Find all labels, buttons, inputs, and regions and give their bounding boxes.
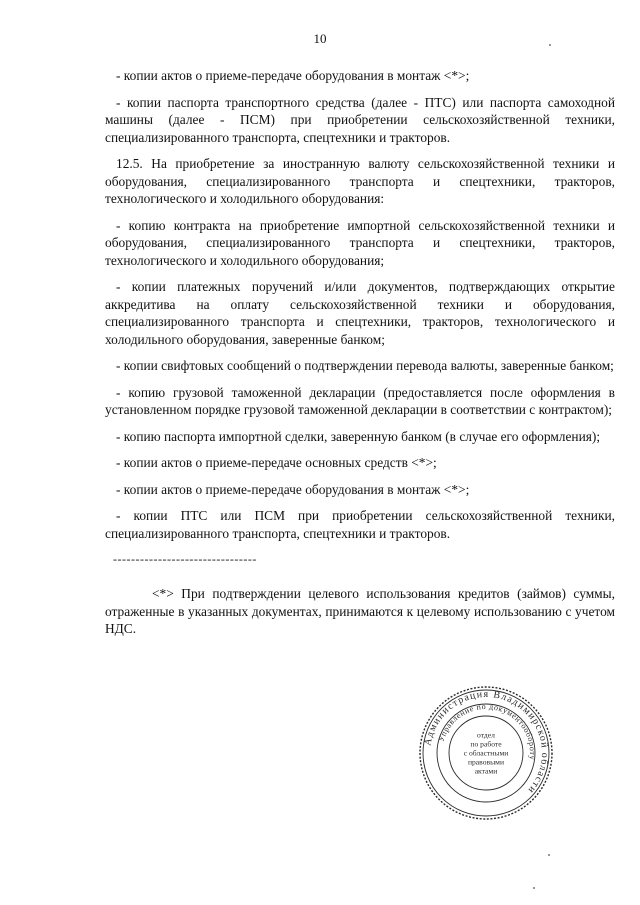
stamp-middle-label: Управление по документообороту (436, 701, 538, 761)
document-body (105, 67, 615, 638)
stamp-center-line: актами (474, 766, 498, 776)
scan-speck (548, 854, 550, 856)
paragraph: - копию грузовой таможенной декларации (предоставляется после оформления в установленном порядке грузовой таможенной декларации в соответствии с контрактом); (105, 384, 615, 417)
paragraph: - копии свифтовых сообщений о подтверждении перевода валюты, заверенные банком; (116, 358, 614, 373)
stamp-outer-label: Администрация Владимирской области (422, 688, 551, 797)
paragraph: - копии актов о приеме-передаче оборудования в монтаж <*>; (116, 68, 470, 83)
stamp-center-line: с областными (463, 748, 509, 758)
stamp-center-line: правовыми (467, 757, 505, 767)
paragraph: - копию паспорта импортной сделки, заверенную банком (в случае его оформления); (116, 428, 601, 444)
stamp-center-line: отдел (477, 730, 495, 740)
paragraph: 12.5. На приобретение за иностранную валюту сельскохозяйственной техники и оборудования, специализированного транспорта и спецтехники, тракторов, технологического и холодильного оборудования: (105, 156, 615, 206)
stamp-center-line: по работе (470, 739, 502, 749)
paragraph: - копии паспорта транспортного средства (далее - ПТС) или паспорта самоходной машины (далее - ПСМ) при приобретении сельскохозяйственной техники, специализированного транспорта, спецтехники и тракторов. (105, 94, 615, 145)
paragraph: - копии платежных поручений и/или документов, подтверждающих открытие аккредитива на оплату сельскохозяйственной техники и оборудования, специализированного транспорта и спецтехники, тракторов, технологического и холодильного оборудования, заверенные банком; (105, 279, 615, 347)
official-stamp (418, 685, 554, 821)
paragraph: - копии актов о приеме-передаче основных средств <*>; (116, 455, 437, 470)
paragraph: - копию контракта на приобретение импортной сельскохозяйственной техники и оборудования, специализированного транспорта и спецтехники, тракторов, технологического и холодильного оборудования; (105, 217, 615, 268)
footnote: <*> При подтверждении целевого использования кредитов (займов) суммы, отраженные в указанных документах, принимаются к целевому использованию с учетом НДС. (105, 586, 615, 636)
paragraph: - копии актов о приеме-передаче оборудования в монтаж <*>; (116, 481, 470, 497)
scan-speck (533, 887, 535, 889)
scan-speck (549, 44, 551, 46)
paragraph: - копии ПТС или ПСМ при приобретении сельскохозяйственной техники, специализированного транспорта, спецтехники и тракторов. (105, 508, 615, 541)
page-number: 10 (313, 31, 327, 46)
footnote-separator: -------------------------------- (113, 552, 257, 566)
stamp-seal (418, 685, 554, 821)
